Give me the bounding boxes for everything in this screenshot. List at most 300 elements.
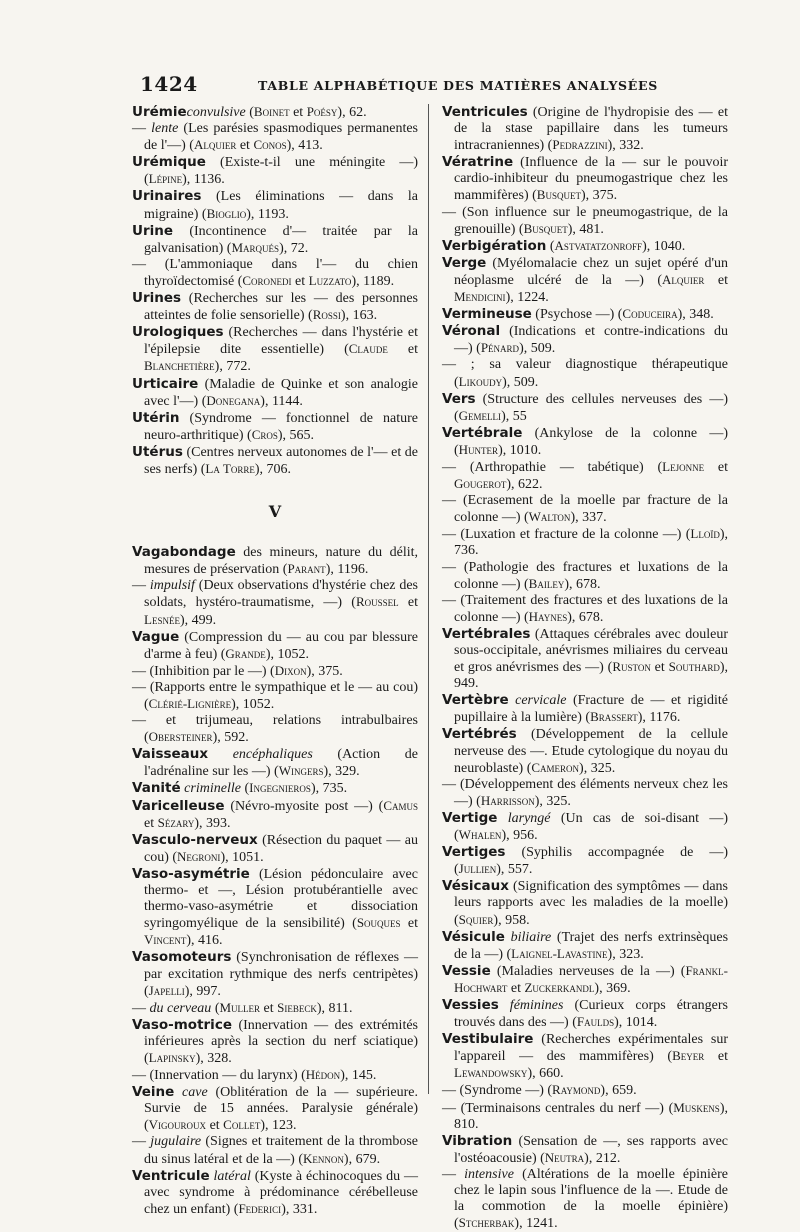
entry-text: (: [240, 781, 250, 797]
entry-text: ), 123.: [260, 1118, 297, 1134]
entry-author: Muller: [219, 999, 261, 1015]
entry-text: ), 1010.: [498, 442, 542, 458]
entry-text: (Myélomalacie chez un sujet opéré d'un néoplasme ulcéré de la —) (: [454, 255, 728, 288]
index-entry: [442, 929, 728, 963]
entry-text: (Ankylose de la colonne —) (: [454, 425, 728, 458]
entry-text: ), 557.: [496, 862, 533, 878]
entry-text: — (Ecrasement de la moelle par fracture de la colonne —) (: [442, 493, 728, 526]
entry-author: Blanchetière: [144, 358, 215, 374]
entry-author: Stcherbak: [458, 1215, 515, 1231]
index-entry: [442, 493, 728, 526]
entry-author: Astvatatzonroff: [554, 237, 643, 253]
entry-author: Muskens: [673, 1099, 720, 1115]
entry-text: et: [236, 138, 254, 154]
entry-author: Poésy: [306, 104, 338, 119]
index-entry: [132, 1084, 418, 1134]
entry-author: Luzzato: [308, 272, 352, 288]
entry-text: (Influence de la — sur le pouvoir cardio-inhibiteur du pneumogastrique chez les mammifères) (: [454, 155, 728, 204]
entry-headword: Vessies: [442, 996, 499, 1013]
entry-italic: cave: [174, 1085, 208, 1101]
index-entry: [132, 1067, 418, 1084]
entry-text: (Kyste à échinocoques du — avec syndrome à prédominance cérébelleuse chez un enfant) (: [144, 1168, 418, 1217]
entry-text: ), 735.: [310, 781, 348, 797]
index-entry: [132, 1017, 418, 1067]
entry-headword: Veine: [132, 1084, 175, 1101]
index-entry: [132, 663, 418, 680]
entry-text: (Deux observations d'hystérie chez des soldats, hystéro-traumatisme, —) (: [144, 578, 418, 611]
index-entry: [442, 963, 728, 997]
entry-text: ), 72.: [279, 240, 309, 256]
entry-text: ), 1040.: [642, 238, 686, 254]
entry-italic: convulsive: [186, 105, 246, 120]
entry-text: ), 163.: [340, 308, 378, 324]
entry-author: Cros: [251, 426, 278, 442]
entry-text: (Synchronisation de réflexes — par excitation rythmique des nerfs centripètes) (: [144, 950, 418, 999]
index-entry: [442, 154, 728, 204]
entry-author: Bailey: [528, 575, 565, 591]
entry-text: ), 660.: [527, 1066, 564, 1082]
index-entry: [132, 154, 418, 188]
entry-author: Wingers: [278, 763, 324, 779]
entry-italic: féminines: [498, 997, 564, 1013]
entry-italic: lente: [151, 121, 179, 137]
entry-text: (Fracture de — et rigidité pupillaire à la lumière) (: [454, 693, 729, 726]
entry-text: et: [400, 916, 418, 932]
entry-text: (Maladies nerveuses de la —) (: [490, 963, 686, 979]
index-entry: [132, 1000, 418, 1017]
entry-author: Dixon: [274, 662, 307, 678]
index-entry: [442, 459, 728, 493]
entry-text: — et trijumeau, relations intrabulbaires (: [132, 713, 418, 746]
entry-text: ), 331.: [281, 1201, 318, 1217]
entry-text: (Signes et traitement de la thrombose du sinus latéral et de la —) (: [144, 1134, 419, 1167]
entry-text: (Indications et contre-indications du —) (: [454, 324, 728, 357]
entry-text: (: [546, 238, 555, 254]
entry-text: — ; sa valeur diagnostique thérapeutique (: [442, 357, 728, 390]
entry-headword: Vasculo-nerveux: [132, 831, 258, 848]
index-entry: [442, 391, 728, 425]
entry-text: ), 1241.: [514, 1216, 558, 1232]
entry-text: (Recherches — dans l'hystérie et l'épilepsie dite essentielle) (: [144, 325, 418, 358]
entry-headword: Vers: [442, 390, 476, 407]
entry-text: ), 1189.: [351, 273, 395, 289]
entry-text: — (L'ammoniaque dans l'— du chien thyroïdectomisé (: [132, 256, 418, 289]
entry-author: Pénard: [480, 340, 520, 356]
index-entry: [132, 188, 418, 222]
entry-text: ), 375.: [580, 188, 618, 204]
entry-text: — (Innervation — du larynx) (: [132, 1068, 306, 1084]
entry-headword: Vasomoteurs: [132, 949, 232, 966]
entry-headword: Véronal: [442, 323, 501, 340]
entry-headword: Vestibulaire: [442, 1031, 534, 1048]
entry-text: (Syphilis accompagnée de —) (: [454, 845, 728, 878]
entry-author: Ingegnieros: [249, 780, 311, 796]
entry-text: ), 678.: [564, 576, 601, 592]
entry-headword: Vératrine: [442, 154, 514, 171]
entry-text: ), 375.: [306, 663, 343, 679]
entry-text: — (Traitement des fractures et des luxations de la colonne —) (: [442, 592, 728, 625]
entry-text: et: [704, 272, 728, 288]
index-entry: [132, 376, 418, 410]
entry-author: Lloïd: [690, 526, 720, 542]
entry-text: ), 706.: [254, 461, 291, 477]
entry-text: (Psychose —) (: [531, 307, 623, 323]
entry-text: ), 325.: [579, 760, 616, 776]
index-entry: [132, 444, 418, 478]
entry-text: —: [132, 578, 150, 594]
entry-text: ), 565.: [277, 427, 315, 443]
entry-text: ), 369.: [594, 980, 631, 996]
index-entry: [132, 746, 418, 780]
index-entry: [442, 255, 728, 306]
index-entry: [442, 526, 728, 559]
entry-text: ), 499.: [179, 612, 217, 628]
entry-text: ), 325.: [534, 793, 571, 809]
entry-text: (Trajet des nerfs extrinsèques de la —) (: [454, 929, 729, 962]
entry-author: Hunter: [458, 441, 499, 457]
entry-author: Vincent: [144, 932, 187, 948]
entry-author: Siebeck: [277, 999, 317, 1015]
entry-author: Coronedi: [242, 272, 292, 288]
entry-italic: du cerveau: [149, 1000, 212, 1016]
entry-headword: Vertébrés: [442, 726, 517, 743]
index-entry: [442, 726, 728, 776]
entry-author: Lejonne: [662, 458, 705, 474]
entry-text: — (Arthropathie — tabétique) (: [442, 459, 663, 475]
section-letter: V: [268, 502, 282, 522]
entry-headword: Vésicaux: [442, 878, 509, 895]
entry-text: (Les parésies spasmodiques permanentes de l'—) (: [144, 121, 419, 154]
entry-author: Busquet: [523, 220, 568, 236]
entry-author: Camus: [383, 797, 418, 813]
entry-text: — (Inhibition par le —) (: [132, 663, 275, 679]
entry-text: — (Pathologie des fractures et luxations de la colonne —) (: [442, 559, 728, 592]
entry-text: — (Développement des éléments nerveux chez les —) (: [442, 776, 728, 809]
entry-text: ), 332.: [607, 138, 644, 154]
entry-text: —: [132, 121, 152, 137]
entry-author: Coduceira: [622, 306, 678, 322]
entry-text: — (Rapports entre le sympathique et le — au cou) (: [132, 679, 418, 712]
index-entry: [132, 121, 418, 154]
entry-text: ), 509.: [502, 374, 539, 390]
page-number: 1424: [140, 72, 198, 96]
entry-headword: Vaisseaux: [132, 746, 209, 763]
entry-author: Marqués: [231, 239, 280, 255]
entry-italic: biliaire: [504, 929, 552, 945]
entry-text: et: [704, 459, 729, 475]
entry-text: (Curieux corps étrangers trouvés dans des —) (: [454, 997, 728, 1031]
entry-text: (Oblitération de la — supérieure. Survie de 15 années. Paralysie générale) (: [144, 1085, 418, 1134]
entry-headword: Vibration: [442, 1132, 513, 1149]
entry-headword: Vertébrale: [442, 424, 523, 441]
entry-text: ), 145.: [340, 1068, 377, 1084]
entry-author: Frankl-Hochwart: [454, 962, 728, 995]
entry-headword: Urine: [132, 222, 174, 239]
entry-author: Haynes: [528, 608, 568, 624]
entry-text: ), 509.: [519, 341, 556, 357]
entry-text: ), 323.: [607, 946, 644, 962]
entry-text: ), 679.: [343, 1151, 381, 1167]
index-entry: [442, 997, 728, 1031]
entry-text: ), 1196.: [325, 562, 369, 578]
entry-author: Squier: [458, 911, 494, 927]
column-divider: [428, 104, 429, 1094]
index-entry: [132, 257, 418, 290]
index-entry: [132, 680, 418, 713]
entry-text: ), 62.: [337, 105, 367, 120]
entry-author: Rossi: [312, 307, 341, 323]
entry-text: ), 1052.: [231, 697, 275, 712]
entry-author: Busquet: [536, 187, 581, 203]
entry-text: (Recherches expérimentales sur l'appareil — des mammifères) (: [454, 1032, 728, 1065]
entry-author: Pedrazzini: [552, 137, 608, 153]
entry-text: ), 329.: [323, 764, 360, 780]
entry-headword: Vaso-asymétrie: [132, 865, 250, 882]
entry-text: et: [398, 595, 419, 611]
entry-text: et: [507, 980, 525, 996]
entry-author: Lépine: [148, 171, 183, 187]
entry-text: et: [387, 342, 418, 358]
entry-author: Kennon: [303, 1150, 344, 1166]
entry-text: ), 956.: [501, 828, 538, 844]
index-entry: [442, 878, 728, 928]
index-entry: [442, 104, 728, 154]
entry-text: ), 212.: [584, 1150, 621, 1166]
entry-headword: Verbigération: [442, 237, 547, 254]
entry-text: et: [650, 660, 669, 676]
running-title: TABLE ALPHABÉTIQUE DES MATIÈRES ANALYSÉES: [258, 78, 658, 93]
entry-headword: Vessie: [442, 962, 491, 979]
entry-text: et: [206, 1118, 224, 1134]
index-entry: [132, 104, 418, 121]
entry-text: et: [144, 815, 158, 831]
entry-text: ), 592.: [212, 730, 249, 746]
index-entry: [442, 1167, 728, 1232]
entry-author: Hédon: [305, 1067, 341, 1083]
entry-text: (Action de l'adrénaline sur les —) (: [144, 747, 418, 780]
entry-author: Beyer: [672, 1048, 705, 1064]
entry-text: (Développement de la cellule nerveuse des —. Etude cytologique du noyau du neuroblaste) (: [454, 727, 728, 776]
index-entry: [442, 323, 728, 357]
index-entry: [442, 238, 728, 255]
index-column-right: [442, 104, 728, 1232]
entry-author: Collet: [223, 1117, 261, 1133]
entry-text: ), 481.: [567, 221, 604, 237]
index-entry: [132, 578, 418, 628]
entry-text: ), 1136.: [182, 172, 225, 188]
entry-author: Faulds: [576, 1014, 615, 1030]
entry-text: ), 393.: [194, 815, 231, 831]
index-entry: [132, 713, 418, 746]
index-entry: [132, 410, 418, 444]
entry-author: Negroni: [177, 848, 221, 864]
entry-headword: Vertébrales: [442, 625, 531, 642]
index-entry: [442, 1100, 728, 1133]
entry-text: des mineurs, nature du délit, mesures de préservation (: [144, 545, 418, 578]
entry-headword: Vague: [132, 628, 180, 645]
entry-author: Cameron: [531, 759, 580, 775]
entry-text: ), 348.: [677, 307, 714, 323]
entry-headword: Vésicule: [442, 928, 505, 945]
entry-author: Likoudy: [458, 373, 503, 389]
entry-text: (Un cas de soi-disant —) (: [454, 810, 729, 844]
index-entry: [132, 223, 418, 257]
entry-text: et: [260, 1000, 278, 1016]
entry-text: ), 949.: [454, 660, 728, 692]
index-entry: [442, 306, 728, 323]
entry-italic: jugulaire: [150, 1134, 202, 1150]
entry-author: Clérié-Lignière: [148, 696, 232, 711]
entry-text: — (Son influence sur le pneumogastrique, de la grenouille) (: [442, 204, 728, 237]
entry-author: Jullien: [458, 861, 497, 877]
entry-text: (Lésion pédonculaire avec thermo- et —, Lésion protubérantielle avec thermo-vaso-asymétrie et dissociation syringomyélique de la sensibilité) (: [144, 866, 418, 932]
entry-headword: Vertige: [442, 809, 498, 826]
entry-headword: Urologiques: [132, 324, 224, 341]
entry-author: Lesnée: [144, 611, 180, 627]
entry-author: Gemelli: [458, 407, 502, 423]
entry-text: (Névro-myosite post —) (: [224, 798, 384, 814]
index-entry: [442, 777, 728, 810]
entry-headword: Vagabondage: [132, 544, 236, 561]
entry-text: (: [211, 1000, 220, 1016]
entry-author: Obersteiner: [148, 729, 213, 745]
entry-author: Boinet: [253, 104, 290, 119]
entry-text: ), 1224.: [505, 290, 549, 306]
entry-text: ), 1051.: [220, 849, 264, 865]
entry-author: Vigouroux: [148, 1117, 207, 1133]
index-entry: [442, 425, 728, 459]
entry-author: Federici: [238, 1200, 282, 1216]
entry-text: — (Luxation et fracture de la colonne —) (: [442, 527, 691, 543]
entry-headword: Ventricule: [132, 1167, 210, 1184]
index-entry: [132, 949, 418, 999]
entry-text: (Centres nerveux autonomes de l'— et de ses nerfs) (: [144, 444, 418, 477]
index-entry: [442, 810, 728, 844]
entry-author: Lewandowsky: [454, 1065, 528, 1081]
entry-text: —: [132, 1000, 150, 1016]
entry-author: Sézary: [157, 814, 195, 830]
entry-text: ), 958.: [493, 912, 530, 928]
index-entry: [132, 1134, 418, 1167]
entry-text: ), 413.: [286, 138, 323, 154]
entry-headword: Vertiges: [442, 844, 506, 861]
entry-author: Alquier: [193, 137, 237, 153]
index-entry: [442, 357, 728, 390]
index-entry: [132, 324, 418, 375]
entry-author: La Torre: [205, 460, 255, 476]
entry-headword: Urines: [132, 290, 182, 307]
entry-author: Neutra: [544, 1149, 585, 1165]
index-entry: [442, 560, 728, 593]
entry-text: et: [291, 273, 309, 289]
entry-headword: Vanité: [132, 780, 181, 797]
entry-text: ), 1052.: [265, 646, 309, 662]
entry-headword: Urémique: [132, 154, 206, 171]
entry-text: ), 810.: [454, 1100, 728, 1132]
entry-text: ), 811.: [316, 1000, 353, 1016]
entry-headword: Urticaire: [132, 375, 199, 392]
index-entry: [442, 1133, 728, 1167]
entry-headword: Ventricules: [442, 104, 528, 120]
entry-author: Conos: [253, 137, 287, 153]
entry-headword: Utérus: [132, 443, 183, 460]
entry-text: (Existe-t-il une méningite —) (: [144, 155, 418, 188]
entry-text: ), 1014.: [614, 1015, 658, 1031]
entry-text: (: [245, 105, 254, 120]
index-entry: [132, 290, 418, 324]
entry-author: Parant: [287, 561, 326, 577]
entry-author: Claude: [348, 341, 388, 357]
entry-text: ), 55: [501, 408, 527, 424]
entry-text: — (Terminaisons centrales du nerf —) (: [442, 1100, 674, 1116]
entry-headword: Vermineuse: [442, 306, 532, 323]
index-entry: [442, 593, 728, 626]
entry-text: (Altérations de la moelle épinière chez le lapin sous l'influence de la —. Etude de la commotion de la moelle épinière) (: [454, 1166, 729, 1232]
index-entry: [442, 692, 728, 726]
entry-author: Souques: [356, 915, 401, 931]
index-entry: [442, 205, 728, 238]
entry-author: Walton: [528, 509, 571, 525]
index-entry: [132, 780, 418, 797]
entry-text: ), 1176.: [637, 710, 681, 726]
entry-text: ), 622.: [506, 477, 543, 493]
entry-text: ), 997.: [184, 983, 221, 999]
entries-right: [442, 104, 728, 1232]
entry-italic: encéphaliques: [208, 747, 313, 763]
index-entry: [132, 832, 418, 866]
entry-author: Zuckerkandl: [524, 979, 595, 995]
entry-headword: Utérin: [132, 409, 180, 426]
entry-author: Southard: [668, 659, 720, 675]
index-entry: [442, 1082, 728, 1099]
entry-text: ), 1144.: [260, 393, 303, 409]
entry-author: Whalen: [458, 827, 502, 843]
entry-text: ), 736.: [454, 527, 728, 559]
entry-text: (Sensation de —, ses rapports avec l'ostéoacousie) (: [454, 1133, 728, 1166]
entry-text: (Attaques cérébrales avec douleur sous-occipitale, anévrismes miliaires du cerveau et gros anévrismes des —) (: [454, 626, 728, 676]
entry-author: Roussel: [355, 594, 399, 610]
entry-text: —: [132, 1134, 151, 1150]
entry-text: ), 678.: [567, 609, 604, 625]
entry-headword: Vaso-motrice: [132, 1016, 232, 1033]
entry-headword: Vertèbre: [442, 692, 509, 709]
entry-text: —: [442, 1166, 465, 1182]
index-entry: [442, 626, 728, 692]
entry-author: Laignel-Lavastine: [511, 945, 608, 961]
entry-headword: Varicelleuse: [132, 797, 225, 814]
entry-text: ), 328.: [195, 1050, 232, 1066]
entry-italic: laryngé: [497, 810, 551, 826]
entry-text: (Signification des symptômes — dans leurs rapports avec les maladies de la moelle) (: [454, 879, 728, 928]
index-entry: [132, 866, 418, 949]
entry-headword: Verge: [442, 254, 487, 271]
entry-italic: criminelle: [180, 781, 241, 797]
entry-italic: latéral: [209, 1168, 251, 1184]
entry-text: ), 772.: [214, 359, 251, 375]
index-entry: [132, 798, 418, 832]
entry-headword: Urinaires: [132, 188, 202, 205]
entry-author: Mendicini: [454, 289, 506, 305]
entry-text: (Recherches sur les — des personnes atteintes de folie sensorielle) (: [144, 291, 418, 324]
entry-text: (Compression du — au cou par blessure d'arme à feu) (: [144, 629, 418, 662]
entry-italic: intensive: [464, 1166, 514, 1182]
entry-text: (Les éliminations — dans la migraine) (: [144, 189, 418, 222]
entry-text: (Structure des cellules nerveuses des —) (: [454, 391, 728, 424]
entry-text: et: [289, 105, 307, 120]
entry-text: ), 659.: [600, 1083, 637, 1099]
entry-author: Japelli: [148, 982, 185, 998]
entry-text: (Innervation — des extrémités inférieures après la section du nerf sciatique) (: [144, 1017, 418, 1066]
